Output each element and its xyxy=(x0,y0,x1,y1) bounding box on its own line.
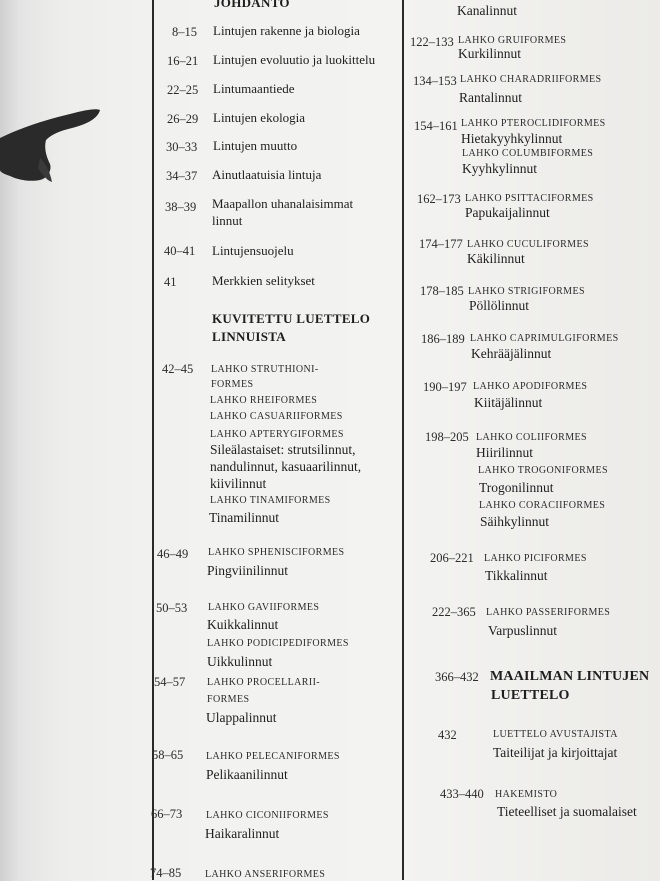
bird-group-name: Rantalinnut xyxy=(459,90,522,105)
toc-page-range: 26–29 xyxy=(167,112,199,126)
column-divider-right xyxy=(402,0,404,880)
toc-entry-title: Lintumaantiede xyxy=(213,81,295,96)
order-name: LAHKO STRIGIFORMES xyxy=(468,286,585,297)
bird-group-name: Kiitäjälinnut xyxy=(474,395,543,410)
order-name: LAHKO RHEIFORMES xyxy=(210,395,318,406)
order-name: LAHKO CORACIIFORMES xyxy=(479,500,606,511)
toc-page-range: 74–85 xyxy=(150,866,182,880)
order-name: FORMES xyxy=(207,694,250,705)
order-name: LAHKO CHARADRIIFORMES xyxy=(460,74,602,85)
bird-group-name: Tikkalinnut xyxy=(485,568,548,583)
toc-page-range: 432 xyxy=(438,728,457,742)
order-name: LAHKO COLIIFORMES xyxy=(476,432,587,443)
toc-page-range: 178–185 xyxy=(420,284,464,298)
toc-page-range: 46–49 xyxy=(157,547,189,561)
bird-group-name: Tinamilinnut xyxy=(209,510,280,525)
bird-group-name: Varpuslinnut xyxy=(488,623,557,638)
bird-group-name: Hiirilinnut xyxy=(476,445,533,460)
bird-group-name: Kyyhkylinnut xyxy=(462,161,538,176)
toc-entry-title: Lintujensuojelu xyxy=(212,243,294,258)
order-name: LAHKO TROGONIFORMES xyxy=(478,465,608,476)
order-name: LAHKO GRUIFORMES xyxy=(458,35,567,46)
toc-entry-title: Lintujen rakenne ja biologia xyxy=(213,23,360,38)
order-name: LAHKO CAPRIMULGIFORMES xyxy=(470,333,619,344)
toc-entry-title: Maapallon uhanalaisimmat xyxy=(212,196,354,211)
bird-silhouette-illustration xyxy=(0,98,110,188)
order-name: HAKEMISTO xyxy=(495,789,558,800)
bird-group-name: Sileälastaiset: strutsilinnut, xyxy=(210,442,356,457)
bird-group-name: Kanalinnut xyxy=(457,3,517,18)
toc-page-range: 34–37 xyxy=(166,169,198,183)
bird-group-name: Pelikaanilinnut xyxy=(206,767,288,782)
toc-page-range: 198–205 xyxy=(425,430,469,444)
toc-page-range: 162–173 xyxy=(417,192,461,206)
world-list-heading-cont: LUETTELO xyxy=(491,688,570,703)
toc-page-range: 66–73 xyxy=(151,807,183,821)
order-name: LAHKO PROCELLARII- xyxy=(207,677,321,688)
order-name: LAHKO PICIFORMES xyxy=(484,553,587,564)
toc-page-range: 8–15 xyxy=(172,25,197,39)
order-name: LAHKO PSITTACIFORMES xyxy=(465,193,594,204)
order-name: LAHKO APODIFORMES xyxy=(473,381,588,392)
toc-page-range: 41 xyxy=(164,275,177,289)
toc-page-range: 366–432 xyxy=(435,670,479,684)
bird-group-name: Trogonilinnut xyxy=(479,480,554,495)
order-name: LAHKO GAVIIFORMES xyxy=(208,602,320,613)
order-name: LAHKO PTEROCLIDIFORMES xyxy=(461,118,606,129)
toc-page-range: 50–53 xyxy=(156,601,188,615)
bird-group-name: Uikkulinnut xyxy=(207,654,273,669)
toc-page-range: 16–21 xyxy=(167,54,199,68)
toc-entry-title: Ainutlaatuisia lintuja xyxy=(212,167,322,182)
intro-heading: JOHDANTO xyxy=(214,0,290,10)
bird-group-name: Papukaijalinnut xyxy=(465,205,550,220)
bird-group-name: Pingviinilinnut xyxy=(207,563,289,578)
bird-group-name: Kehrääjälinnut xyxy=(471,346,552,361)
order-name: LAHKO ANSERIFORMES xyxy=(205,869,326,880)
order-name: LAHKO CASUARIIFORMES xyxy=(210,411,343,422)
toc-page-range: 54–57 xyxy=(154,675,186,689)
toc-page-range: 58–65 xyxy=(152,748,184,762)
bird-group-name: Kuikkalinnut xyxy=(207,617,279,632)
order-name: LAHKO PODICIPEDIFORMES xyxy=(207,638,349,649)
toc-page-range: 190–197 xyxy=(423,380,467,394)
toc-page-range: 40–41 xyxy=(164,244,196,258)
toc-page-range: 38–39 xyxy=(165,200,197,214)
bird-group-name: Ulappalinnut xyxy=(206,710,277,725)
toc-page-range: 42–45 xyxy=(162,362,194,376)
bird-group-name: Käkilinnut xyxy=(467,251,525,266)
toc-entry-title-cont: linnut xyxy=(212,213,243,228)
toc-entry-title: Lintujen muutto xyxy=(213,138,298,153)
bird-group-name: Hietakyyhkylinnut xyxy=(461,131,563,146)
order-name: LAHKO CICONIIFORMES xyxy=(206,810,329,821)
bird-group-name: Pöllölinnut xyxy=(469,298,530,313)
world-list-heading: MAAILMAN LINTUJEN xyxy=(490,669,650,684)
bird-group-name: Kurkilinnut xyxy=(458,46,521,61)
toc-page-range: 22–25 xyxy=(167,83,199,97)
toc-entry-title: Lintujen ekologia xyxy=(213,110,306,125)
order-name: LAHKO COLUMBIFORMES xyxy=(462,148,594,159)
bird-group-name: Tieteelliset ja suomalaiset xyxy=(497,804,637,819)
toc-page-range: 174–177 xyxy=(419,237,463,251)
order-name: LAHKO PELECANIFORMES xyxy=(206,751,340,762)
toc-page-range: 186–189 xyxy=(421,332,465,346)
bird-group-name: Taiteilijat ja kirjoittajat xyxy=(493,745,618,760)
bird-group-name: Haikaralinnut xyxy=(205,826,280,841)
toc-page-range: 206–221 xyxy=(430,551,474,565)
order-name: LAHKO TINAMIFORMES xyxy=(210,495,331,506)
toc-page-range: 154–161 xyxy=(414,119,458,133)
toc-page-range: 134–153 xyxy=(413,74,457,88)
catalog-heading: KUVITETTU LUETTELO xyxy=(212,311,371,326)
order-name: LAHKO PASSERIFORMES xyxy=(486,607,611,618)
bird-group-name: kiivilinnut xyxy=(210,476,267,491)
catalog-heading-cont: LINNUISTA xyxy=(212,329,286,344)
order-name: LUETTELO AVUSTAJISTA xyxy=(493,729,618,740)
bird-group-name: nandulinnut, kasuaarilinnut, xyxy=(210,459,362,474)
toc-page-range: 222–365 xyxy=(432,605,476,619)
order-name: LAHKO STRUTHIONI- xyxy=(211,364,319,375)
order-name: LAHKO SPHENISCIFORMES xyxy=(208,547,345,558)
toc-page-range: 122–133 xyxy=(410,35,454,49)
order-name: LAHKO APTERYGIFORMES xyxy=(210,429,344,440)
toc-page-range: 433–440 xyxy=(440,787,484,801)
bird-group-name: Säihkylinnut xyxy=(480,514,550,529)
toc-entry-title: Merkkien selitykset xyxy=(212,273,315,288)
toc-page-range: 30–33 xyxy=(166,140,198,154)
toc-entry-title: Lintujen evoluutio ja luokittelu xyxy=(213,52,376,67)
order-name: LAHKO CUCULIFORMES xyxy=(467,239,589,250)
order-name: FORMES xyxy=(211,379,254,390)
